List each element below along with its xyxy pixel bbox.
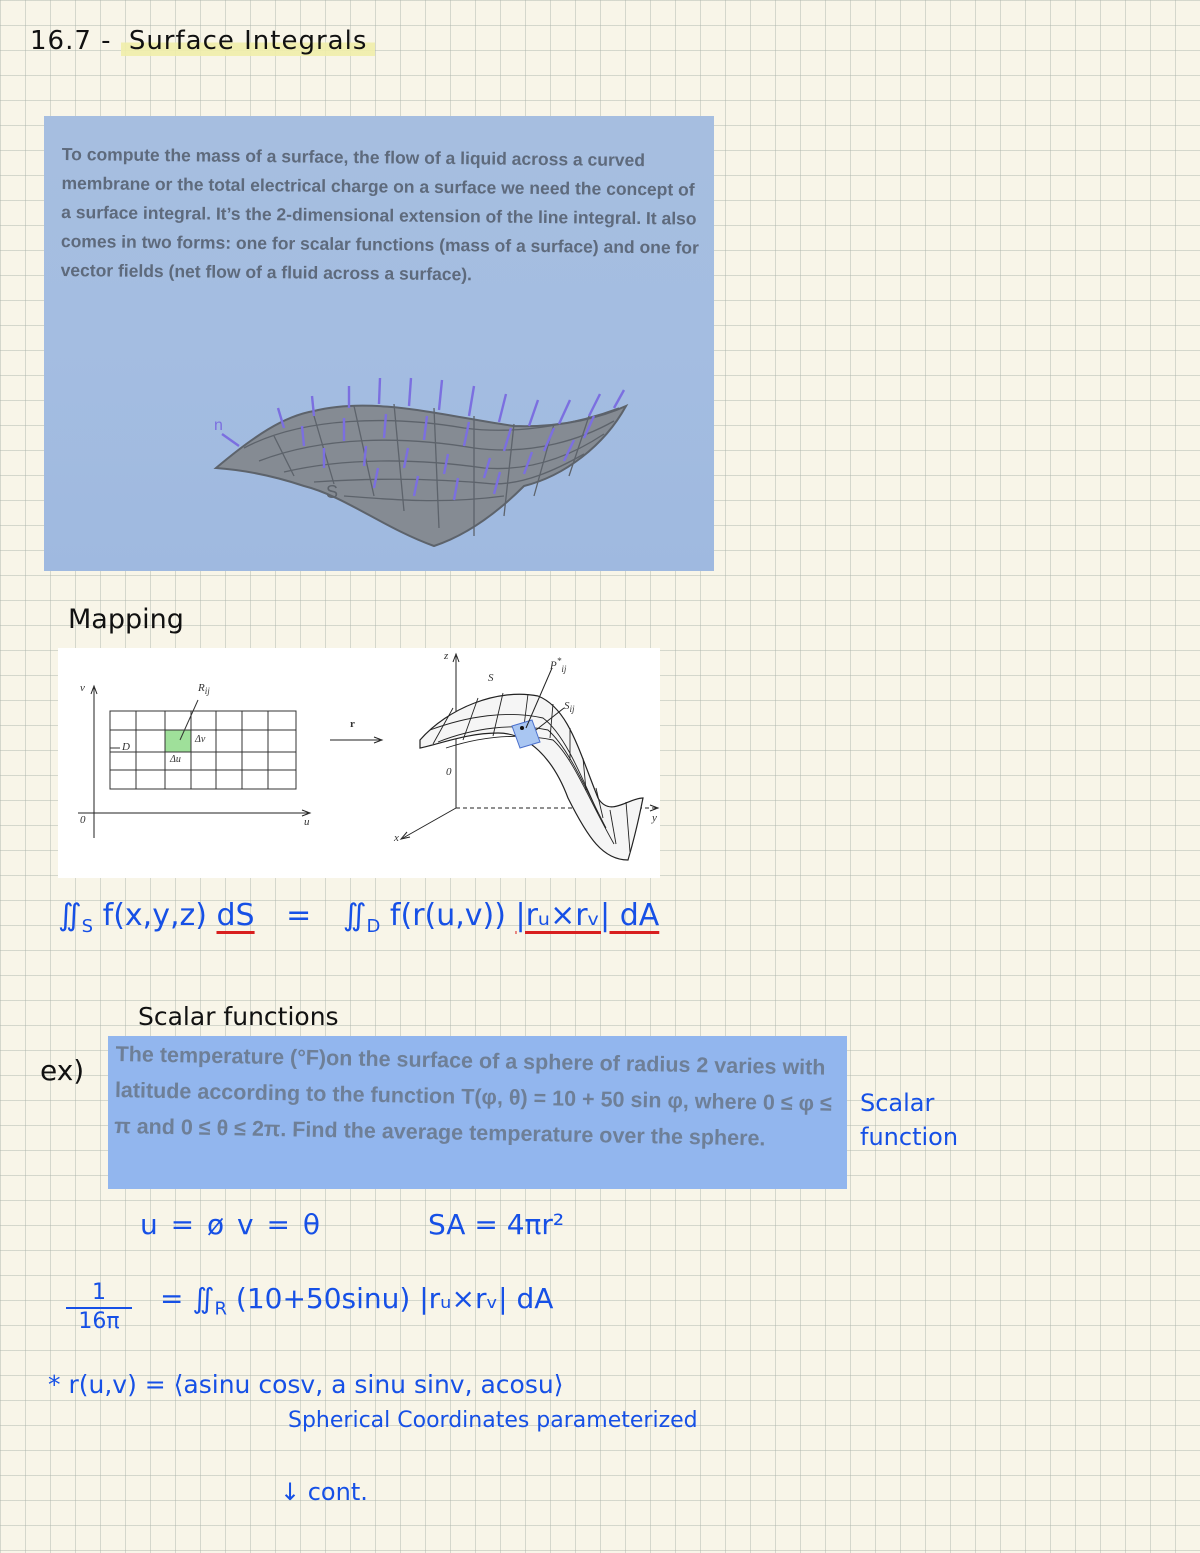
side-note	[860, 1086, 958, 1154]
ds-term: dS	[216, 898, 255, 933]
intro-slide-image	[44, 116, 714, 571]
side-note-line-1: Scalar	[860, 1089, 935, 1117]
continued-note: ↓ cont.	[280, 1478, 368, 1506]
section-number: 16.7 -	[30, 26, 112, 56]
parameterization: * r(u,v) = ⟨asinu cosv, a sinu sinv, acosu⟩	[48, 1370, 564, 1399]
surface-area-formula: SA = 4πr²	[428, 1208, 565, 1241]
example-problem-text: The temperature (°F)on the surface of a sphere of radius 2 varies with latitude according to the function T(φ, θ) = 10 + 50 sin φ, where 0 ≤ φ ≤ π and 0 ≤ θ ≤ 2π. Find the average temperature over the sphere.	[114, 1041, 832, 1151]
mapping-heading: Mapping	[68, 604, 184, 635]
double-integral-left: ∬	[58, 898, 82, 933]
formula-equals: =	[286, 898, 312, 933]
average-fraction	[66, 1280, 132, 1334]
mapping-figure	[58, 648, 660, 878]
du-label: Δu	[170, 754, 181, 765]
x-axis-label: x	[394, 832, 399, 844]
average-integral: = $∬_R$ (10+50sinu) |rᵤ×rᵥ| dA	[160, 1282, 554, 1320]
surface-normal-illustration	[44, 116, 714, 571]
normal-label: n	[214, 417, 223, 434]
section-title: Surface Integrals	[121, 26, 376, 56]
double-integral-right: ∬	[342, 898, 367, 933]
fraction-denominator: 16π	[78, 1309, 120, 1334]
domain-d-label: D	[122, 741, 130, 753]
example-label: ex)	[40, 1054, 85, 1087]
integrand-right: f(r(u,v))	[389, 898, 506, 933]
pij-label: $P^*_{ij}$	[550, 656, 567, 674]
parameter-domain-diagram	[58, 648, 660, 878]
mapping-r-label: r	[350, 718, 355, 730]
sij-label: $S_{ij}$	[564, 700, 575, 715]
surface-label: S	[326, 482, 339, 502]
u-axis-label: u	[304, 816, 310, 828]
s-label: S	[488, 672, 494, 684]
origin-label: 0	[80, 814, 86, 826]
spherical-note: Spherical Coordinates parameterized	[288, 1408, 698, 1433]
cross-product-norm: |rᵤ×rᵥ| dA	[515, 898, 660, 933]
variable-substitution: u = ø v = θ	[140, 1208, 321, 1241]
scalar-functions-heading: Scalar functions	[138, 1002, 339, 1031]
page-title	[30, 26, 375, 56]
integrand-left: f(x,y,z)	[102, 898, 207, 933]
dv-label: Δv	[195, 734, 206, 745]
v-axis-label: v	[80, 682, 85, 694]
side-note-line-2: function	[860, 1123, 959, 1151]
origin3d-label: 0	[446, 766, 452, 778]
fraction-numerator: 1	[66, 1280, 132, 1309]
surface-integral-formula: $∬_S$ f(x,y,z) dS = $∬_D$ f(r(u,v)) |rᵤ×rᵥ| dA	[58, 898, 660, 937]
example-slide-image	[108, 1036, 847, 1189]
rij-cell	[165, 730, 191, 752]
intro-slide-text: To compute the mass of a surface, the flow of a liquid across a curved membrane or the total electrical charge on a surface we need the concept of a surface integral. It’s the 2-dimensional extension of the line integral. It also comes in two forms: one for scalar functions (mass of a surface) and one for vector fields (net flow of a fluid across a surface).	[60, 143, 699, 285]
average-integrand: (10+50sinu) |rᵤ×rᵥ| dA	[235, 1282, 554, 1315]
z-axis-label: z	[444, 650, 449, 662]
y-axis-label: y	[652, 812, 657, 824]
rij-label: $R_{ij}$	[198, 682, 210, 697]
